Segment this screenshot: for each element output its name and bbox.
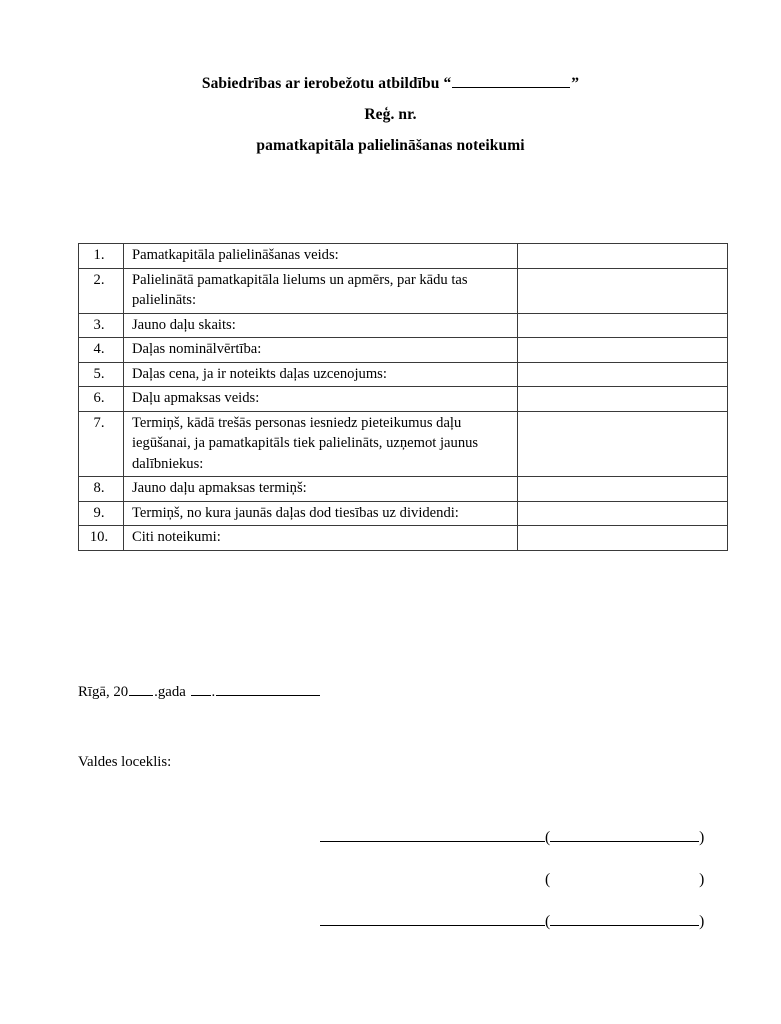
table-row <box>79 313 728 338</box>
date-mid: .gada <box>154 684 190 700</box>
date-year-blank[interactable] <box>129 682 153 696</box>
close-paren: ) <box>699 871 705 888</box>
date-dot: . <box>211 684 216 700</box>
table-row <box>79 362 728 387</box>
row-value[interactable] <box>518 338 728 363</box>
row-number: 7. <box>79 411 124 477</box>
row-label: Jauno daļu skaits: <box>124 313 518 338</box>
row-label: Daļu apmaksas veids: <box>124 387 518 412</box>
heading-company-line <box>0 68 781 99</box>
signer-name-blank[interactable] <box>550 828 699 842</box>
row-value[interactable] <box>518 313 728 338</box>
row-value[interactable] <box>518 362 728 387</box>
open-paren: ( <box>545 871 551 888</box>
row-number: 5. <box>79 362 124 387</box>
table-row <box>79 501 728 526</box>
heading-registration-number: Reģ. nr. <box>364 106 417 123</box>
close-paren: ) <box>699 913 705 930</box>
provisions-table-body <box>79 244 728 551</box>
signature-blank[interactable] <box>320 828 545 842</box>
row-label: Jauno daļu apmaksas termiņš: <box>124 477 518 502</box>
signature-row <box>320 870 706 890</box>
signer-name-blank[interactable] <box>550 871 699 884</box>
row-label: Daļas cena, ja ir noteikts daļas uzcenojums: <box>124 362 518 387</box>
row-label: Pamatkapitāla palielināšanas veids: <box>124 244 518 269</box>
row-label: Termiņš, no kura jaunās daļas dod tiesības uz dividendi: <box>124 501 518 526</box>
table-row <box>79 526 728 551</box>
heading-company-suffix: ” <box>571 75 580 92</box>
table-row <box>79 338 728 363</box>
row-label: Termiņš, kādā trešās personas iesniedz pieteikumus daļu iegūšanai, ja pamatkapitāls tiek palielināts, uzņemot jaunus dalībniekus: <box>124 411 518 477</box>
row-number: 1. <box>79 244 124 269</box>
row-number: 4. <box>79 338 124 363</box>
signature-blank[interactable] <box>320 912 545 926</box>
open-paren: ( <box>545 829 551 846</box>
row-label: Citi noteikumi: <box>124 526 518 551</box>
row-number: 10. <box>79 526 124 551</box>
row-value[interactable] <box>518 411 728 477</box>
row-number: 2. <box>79 268 124 313</box>
open-paren: ( <box>545 913 551 930</box>
date-day-blank[interactable] <box>191 682 211 696</box>
signature-blank[interactable] <box>320 871 545 884</box>
document-heading <box>0 68 781 161</box>
date-line <box>78 682 321 702</box>
date-month-blank[interactable] <box>216 682 320 696</box>
signature-row <box>320 912 706 932</box>
row-number: 6. <box>79 387 124 412</box>
row-value[interactable] <box>518 268 728 313</box>
row-number: 9. <box>79 501 124 526</box>
row-number: 3. <box>79 313 124 338</box>
signer-name-blank[interactable] <box>550 912 699 926</box>
date-prefix: Rīgā, 20 <box>78 684 129 700</box>
table-row <box>79 268 728 313</box>
company-name-blank <box>452 74 570 88</box>
row-number: 8. <box>79 477 124 502</box>
table-row <box>79 244 728 269</box>
provisions-table <box>78 243 728 551</box>
row-value[interactable] <box>518 244 728 269</box>
row-value[interactable] <box>518 477 728 502</box>
table-row <box>79 477 728 502</box>
row-value[interactable] <box>518 526 728 551</box>
row-value[interactable] <box>518 387 728 412</box>
heading-document-title: pamatkapitāla palielināšanas noteikumi <box>256 137 525 154</box>
signature-row <box>320 828 706 848</box>
row-label: Palielinātā pamatkapitāla lielums un apmērs, par kādu tas palielināts: <box>124 268 518 313</box>
row-label: Daļas nominālvērtība: <box>124 338 518 363</box>
table-row <box>79 387 728 412</box>
table-row <box>79 411 728 477</box>
board-member-label: Valdes loceklis: <box>78 754 172 770</box>
heading-company-prefix: Sabiedrības ar ierobežotu atbildību “ <box>201 75 452 92</box>
row-value[interactable] <box>518 501 728 526</box>
close-paren: ) <box>699 829 705 846</box>
